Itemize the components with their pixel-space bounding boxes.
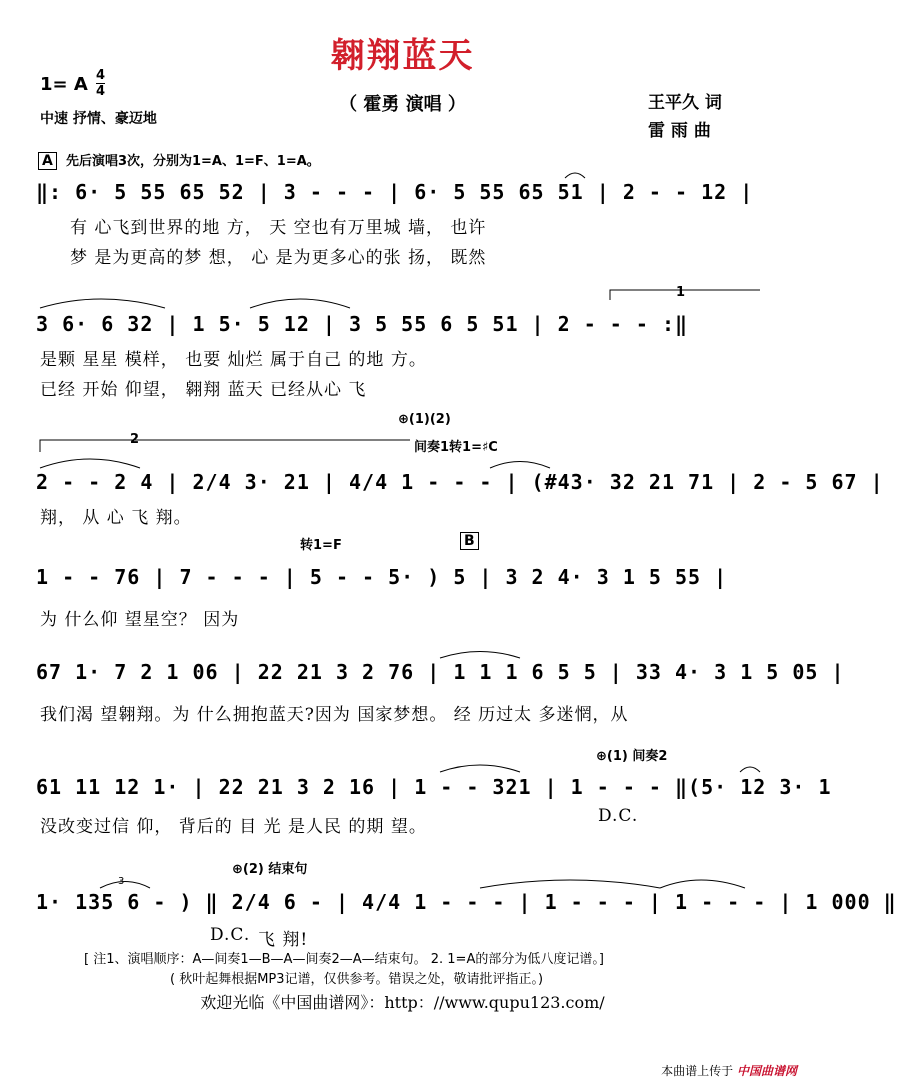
notation-row-2: 3 6· 6 32 | 1 5· 5 12 | 3 5 55 6 5 51 | 2 - - - :‖ bbox=[36, 312, 689, 336]
lyric-row-3: 翔， 从 心 飞 翔。 bbox=[40, 508, 192, 528]
notation-row-3: 2 - - 2 4 | 2/4 3· 21 | 4/4 1 - - - | (#43· 32 21 71 | 2 - 5 67 | bbox=[36, 470, 884, 494]
dc-mark-2: D.C. bbox=[210, 925, 251, 945]
slur-row5 bbox=[440, 652, 520, 659]
tie-row7 bbox=[480, 880, 660, 888]
slur-row1 bbox=[565, 173, 585, 178]
coda-icon: ⊕ bbox=[232, 862, 243, 877]
footnote-order: [ 注1、演唱顺序：A—间奏1—B—A—间奏2—A—结束句。 2. 1=A的部分为低八度记谱。] bbox=[84, 952, 604, 967]
section-b-mark: B bbox=[460, 532, 479, 550]
coda-icon: ⊕ bbox=[398, 412, 409, 427]
notation-row-7: 1· 135 6 - ) ‖ 2/4 6 - | 4/4 1 - - - | 1 - - - | 1 - - - | 1 000 ‖ bbox=[36, 890, 897, 914]
interlude-1-modulation: 间奏1转1=♯C bbox=[414, 440, 498, 455]
notation-row-6: 61 11 12 1· | 22 21 3 2 16 | 1 - - 321 | 1 - - - ‖(5· 12 3· 1 bbox=[36, 775, 832, 799]
section-a-instruction: 先后演唱3次，分别为1=A、1=F、1=A。 bbox=[65, 154, 320, 169]
dc-mark-1: D.C. bbox=[598, 806, 639, 826]
key-signature: 1= A bbox=[40, 74, 88, 95]
lyric-row-2-verse-1: 是颗 星星 模样， 也要 灿烂 属于自己 的地 方。 bbox=[40, 350, 427, 370]
lyric-row-5: 我们渴 望翱翔。为 什么拥抱蓝天?因为 国家梦想。 经 历过太 多迷惘，从 bbox=[40, 705, 629, 725]
brand-logo: 中国曲谱网 bbox=[736, 1064, 797, 1078]
lyricist-credit: 王平久 词 bbox=[648, 93, 722, 113]
tie-row7-b bbox=[660, 880, 745, 888]
notation-row-5: 67 1· 7 2 1 06 | 22 21 3 2 76 | 1 1 1 6 5 5 | 33 4· 3 1 5 05 | bbox=[36, 660, 845, 684]
modulation-to-f: 转1=F bbox=[300, 538, 342, 553]
volta-1-bracket bbox=[610, 290, 760, 300]
coda-marker-1-2: ⊕(1)(2) bbox=[398, 412, 451, 427]
time-signature-bottom: 4 bbox=[96, 84, 106, 99]
triplet-row7 bbox=[100, 882, 150, 889]
lyric-row-6: 没改变过信 仰， 背后的 目 光 是人民 的期 望。 bbox=[40, 817, 427, 837]
lyric-row-1-verse-2: 梦 是为更高的梦 想， 心 是为更多心的张 扬， 既然 bbox=[70, 248, 487, 268]
coda-icon: ⊕ bbox=[596, 749, 607, 764]
volta-2-bracket bbox=[40, 440, 410, 452]
slur-row3-b bbox=[490, 462, 550, 469]
slur-row2-b bbox=[250, 299, 350, 308]
svg-text:3: 3 bbox=[118, 876, 125, 887]
coda-marker-1: ⊕(1) 间奏2 bbox=[596, 749, 668, 764]
lyric-row-1-verse-1: 有 心飞到世界的地 方， 天 空也有万里城 墙， 也许 bbox=[70, 218, 487, 238]
singer-credit: （ 霍勇 演唱 ） bbox=[339, 94, 466, 115]
slur-row2-a bbox=[40, 299, 165, 308]
slur-row6 bbox=[440, 765, 520, 772]
song-title: 翱翔蓝天 bbox=[330, 36, 475, 76]
lyric-row-4: 为 什么仰 望星空？ 因为 bbox=[40, 610, 240, 630]
time-signature-top: 4 bbox=[96, 68, 106, 83]
footnote-transcriber: ( 秋叶起舞根据MP3记谱，仅供参考。错误之处，敬请批评指正。) bbox=[170, 972, 544, 987]
volta-2-label: 2 bbox=[130, 432, 140, 447]
notation-row-1: ‖: 6· 5 55 65 52 | 3 - - - | 6· 5 55 65 51 | 2 - - 12 | bbox=[36, 180, 754, 204]
volta-1-label: 1 bbox=[676, 285, 686, 300]
tempo-marking: 中速 抒情、豪迈地 bbox=[40, 111, 157, 127]
composer-credit: 雷 雨 曲 bbox=[648, 121, 711, 141]
section-a-mark: A bbox=[38, 152, 57, 170]
notation-row-4: 1 - - 76 | 7 - - - | 5 - - 5· ) 5 | 3 2 4· 3 1 5 55 | bbox=[36, 565, 728, 589]
upload-text: 本曲谱上传于 bbox=[661, 1064, 734, 1078]
slur-row3 bbox=[40, 459, 140, 468]
coda-marker-2: ⊕(2) 结束句 bbox=[232, 862, 308, 877]
slur-row6-b bbox=[740, 767, 760, 772]
lyric-row-2-verse-2: 已经 开始 仰望， 翱翔 蓝天 已经从心 飞 bbox=[40, 380, 367, 400]
lyric-row-7: 飞 翔! bbox=[258, 930, 309, 950]
welcome-line: 欢迎光临《中国曲谱网》：http：//www.qupu123.com/ bbox=[200, 993, 605, 1012]
